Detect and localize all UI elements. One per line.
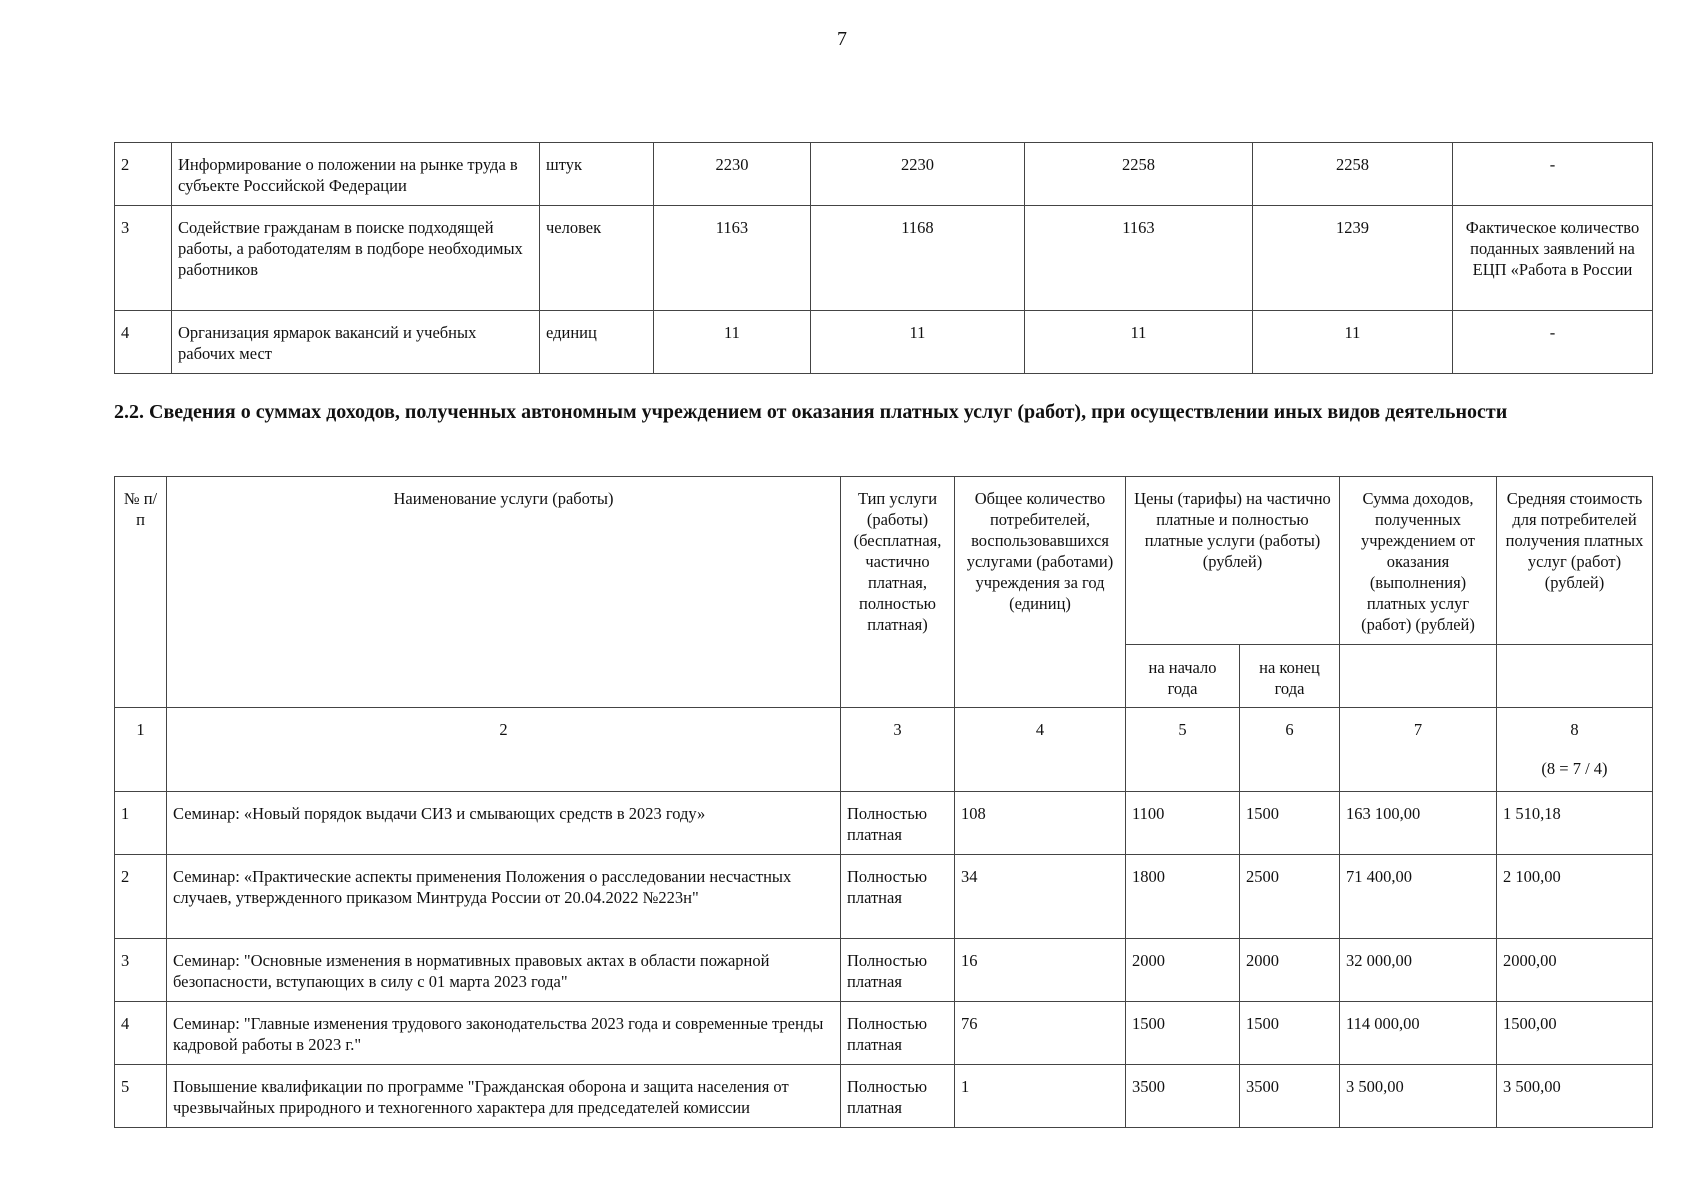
price-end: 3500 [1240,1065,1340,1128]
table-row [115,1065,1653,1128]
row-number: 3 [115,206,172,311]
average-cost: 2000,00 [1497,939,1653,1002]
value-cell: 11 [1025,311,1253,374]
value-cell: 2258 [1253,143,1453,206]
service-name: Повышение квалификации по программе "Гражданская оборона и защита населения от чрезвычайных природного и техногенного характера для председателей комиссии [167,1065,841,1128]
column-number-row [115,708,1653,792]
value-cell: 1168 [811,206,1025,311]
price-end: 2000 [1240,939,1340,1002]
note-cell: - [1453,311,1653,374]
header-avg-empty [1497,645,1653,708]
value-cell: 1163 [1025,206,1253,311]
service-name: Содействие гражданам в поиске подходящей работы, а работодателям в подборе необходимых работников [172,206,540,311]
services-volume-table [114,142,1653,374]
price-end: 2500 [1240,855,1340,939]
row-number: 5 [115,1065,167,1128]
price-start: 1800 [1126,855,1240,939]
service-name: Семинар: "Главные изменения трудового законодательства 2023 года и современные тренды кадровой работы в 2023 г." [167,1002,841,1065]
price-start: 1500 [1126,1002,1240,1065]
service-name: Семинар: "Основные изменения в нормативных правовых актах в области пожарной безопасности, вступающих в силу с 01 марта 2023 года" [167,939,841,1002]
service-type: Полностью платная [841,939,955,1002]
income-sum: 71 400,00 [1340,855,1497,939]
average-cost: 1500,00 [1497,1002,1653,1065]
value-cell: 11 [654,311,811,374]
row-number: 3 [115,939,167,1002]
service-type: Полностью платная [841,1065,955,1128]
value-cell: 1239 [1253,206,1453,311]
service-name: Семинар: «Новый порядок выдачи СИЗ и смывающих средств в 2023 году» [167,792,841,855]
price-start: 1100 [1126,792,1240,855]
header-income-empty [1340,645,1497,708]
header-price-end: на конец года [1240,645,1340,708]
col-number: 5 [1126,708,1240,792]
price-end: 1500 [1240,792,1340,855]
income-sum: 163 100,00 [1340,792,1497,855]
service-type: Полностью платная [841,1002,955,1065]
col-number: 1 [115,708,167,792]
service-name: Информирование о положении на рынке труда в субъекте Российской Федерации [172,143,540,206]
col-number: 3 [841,708,955,792]
col-number: 4 [955,708,1126,792]
income-sum: 114 000,00 [1340,1002,1497,1065]
header-prices: Цены (тарифы) на частично платные и полностью платные услуги (работы) (рублей) [1126,477,1340,645]
header-consumers: Общее количество потребителей, воспользовавшихся услугами (работами) учреждения за год (единиц) [955,477,1126,708]
value-cell: 2230 [811,143,1025,206]
table-row [115,311,1653,374]
header-income: Сумма доходов, полученных учреждением от оказания (выполнения) платных услуг (работ) (рублей) [1340,477,1497,645]
note-cell: - [1453,143,1653,206]
header-num: № п/п [115,477,167,708]
col-number: 8 [1570,720,1579,739]
table-row [115,1002,1653,1065]
page-number: 7 [837,28,847,50]
unit: единиц [540,311,654,374]
formula: (8 = 7 / 4) [1541,759,1608,778]
table-row [115,855,1653,939]
value-cell: 1163 [654,206,811,311]
section-heading: 2.2. Сведения о суммах доходов, полученных автономным учреждением от оказания платных услуг (работ), при осуществлении иных видов деятельности [114,401,1508,423]
service-name: Организация ярмарок вакансий и учебных рабочих мест [172,311,540,374]
consumers-count: 34 [955,855,1126,939]
row-number: 4 [115,311,172,374]
consumers-count: 16 [955,939,1126,1002]
table-row [115,792,1653,855]
col-number: 6 [1240,708,1340,792]
average-cost: 3 500,00 [1497,1065,1653,1128]
value-cell: 2258 [1025,143,1253,206]
price-start: 2000 [1126,939,1240,1002]
unit: человек [540,206,654,311]
average-cost: 1 510,18 [1497,792,1653,855]
income-sum: 32 000,00 [1340,939,1497,1002]
price-start: 3500 [1126,1065,1240,1128]
consumers-count: 1 [955,1065,1126,1128]
header-name: Наименование услуги (работы) [167,477,841,708]
header-price-start: на начало года [1126,645,1240,708]
header-type: Тип услуги (работы) (бесплатная, частично платная, полностью платная) [841,477,955,708]
service-name: Семинар: «Практические аспекты применения Положения о расследовании несчастных случаев, утвержденного приказом Минтруда России от 20.04.2022 №223н" [167,855,841,939]
paid-services-income-table [114,476,1653,1128]
value-cell: 11 [1253,311,1453,374]
unit: штук [540,143,654,206]
table-row [115,143,1653,206]
service-type: Полностью платная [841,855,955,939]
col-number: 2 [167,708,841,792]
consumers-count: 108 [955,792,1126,855]
row-number: 2 [115,855,167,939]
consumers-count: 76 [955,1002,1126,1065]
service-type: Полностью платная [841,792,955,855]
col-number-with-formula [1497,708,1653,792]
table-row [115,939,1653,1002]
row-number: 2 [115,143,172,206]
average-cost: 2 100,00 [1497,855,1653,939]
value-cell: 2230 [654,143,811,206]
note-cell: Фактическое количество поданных заявлений на ЕЦП «Работа в России [1453,206,1653,311]
row-number: 4 [115,1002,167,1065]
income-sum: 3 500,00 [1340,1065,1497,1128]
col-number: 7 [1340,708,1497,792]
row-number: 1 [115,792,167,855]
header-row [115,477,1653,645]
price-end: 1500 [1240,1002,1340,1065]
table-row [115,206,1653,311]
header-avg-cost: Средняя стоимость для потребителей получения платных услуг (работ) (рублей) [1497,477,1653,645]
value-cell: 11 [811,311,1025,374]
